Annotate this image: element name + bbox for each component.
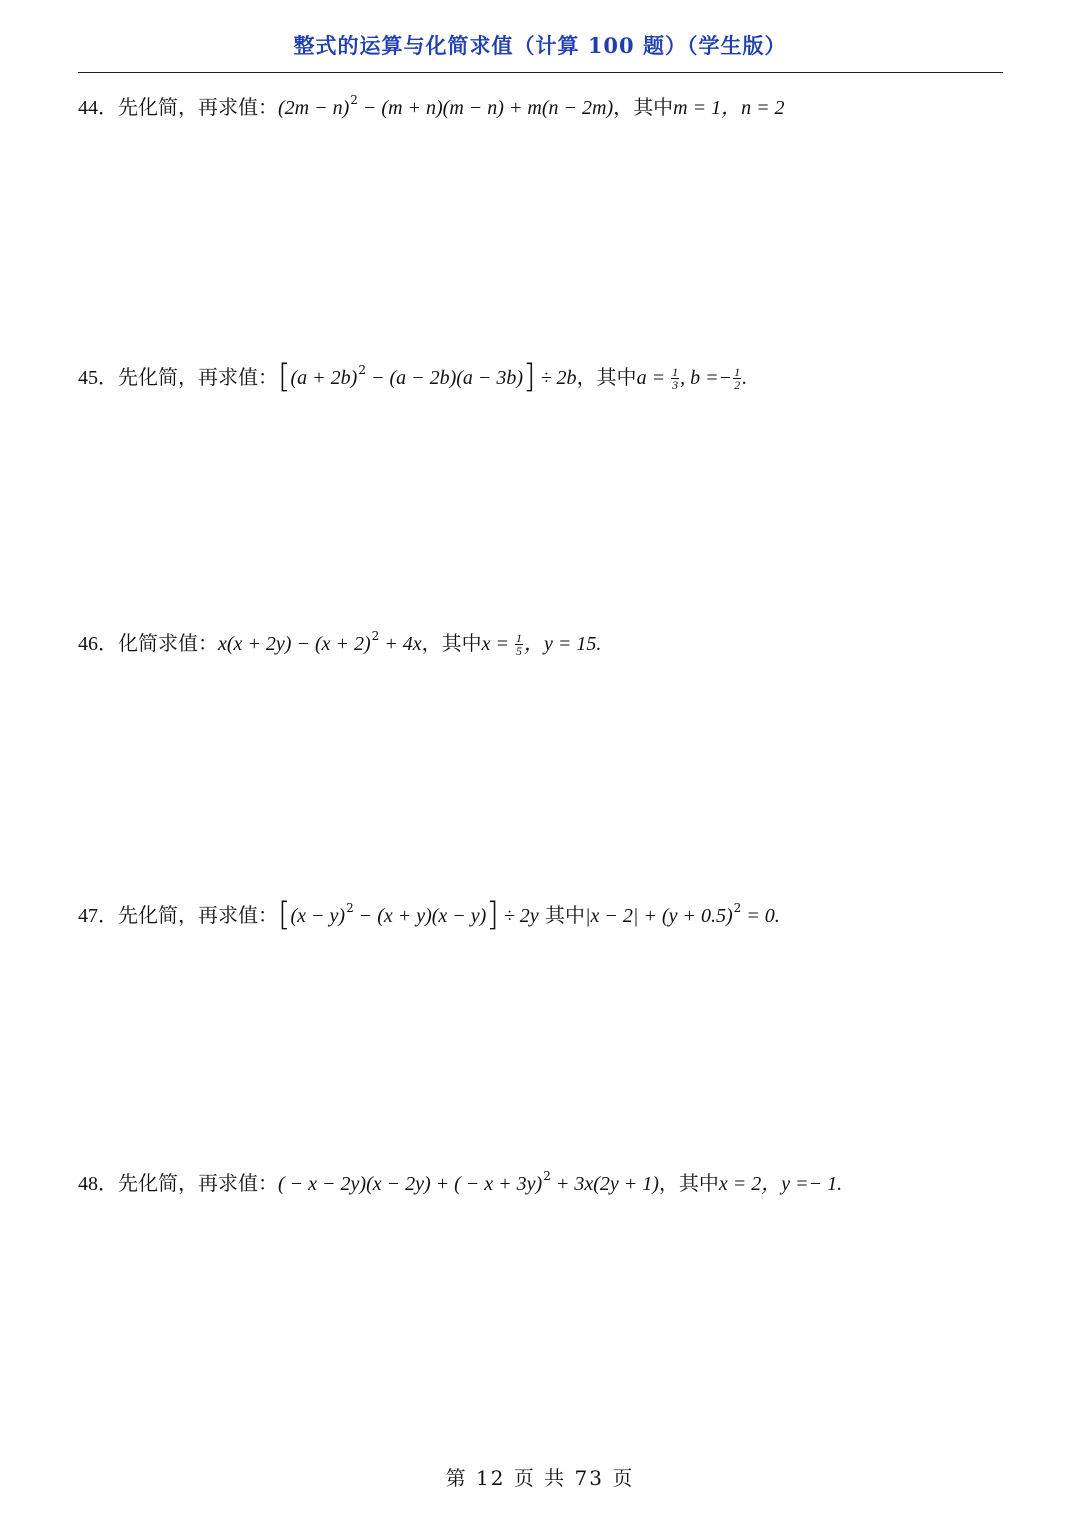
fraction-denominator: 2	[734, 378, 741, 392]
end-period: .	[837, 1173, 843, 1195]
condition-prefix: ，其中	[421, 631, 482, 655]
exponent: 2	[350, 93, 358, 107]
problem-number: 44．	[78, 97, 118, 119]
math-expression-rest: + 4x	[379, 633, 422, 655]
end-period: .	[596, 633, 602, 655]
page-number-footer: 第 12 页 共 73 页	[445, 1466, 635, 1490]
fraction-denominator: 5	[516, 644, 523, 658]
problem-number: 47．	[78, 905, 118, 927]
problem-44	[78, 92, 785, 125]
math-expression: (a + 2b)	[290, 367, 358, 389]
problem-prompt: 先化简，再求值：	[118, 903, 278, 927]
end-period: .	[774, 905, 780, 927]
condition-b: ，y = 15	[524, 633, 597, 655]
math-expression-rest: − (x + y)(x − y)	[353, 905, 487, 927]
problem-prompt: 先化简，再求值：	[118, 1171, 278, 1195]
exponent: 2	[733, 901, 742, 915]
condition-b: , b =−	[680, 367, 733, 389]
condition-prefix: ，其中	[613, 95, 674, 119]
exponent: 2	[543, 1169, 551, 1183]
problem-48	[78, 1168, 842, 1201]
header-divider	[78, 72, 1003, 73]
end-period: .	[742, 367, 748, 389]
condition-prefix: ，其中	[576, 365, 637, 389]
left-bracket: [	[278, 895, 291, 933]
fraction-one-fifth	[515, 632, 523, 657]
math-expression-rest: + 3x(2y + 1)	[550, 1173, 659, 1195]
fraction-one-third	[671, 366, 679, 391]
condition: |x − 2| + (y + 0.5)	[585, 905, 733, 927]
problem-45	[78, 358, 747, 395]
exponent: 2	[371, 629, 380, 643]
condition: m = 1，n = 2	[673, 97, 785, 119]
fraction-numerator: 1	[516, 631, 523, 645]
condition: x = 2，y =− 1	[718, 1173, 838, 1195]
problem-prompt: 先化简，再求值：	[118, 95, 278, 119]
fraction-numerator: 1	[672, 365, 679, 379]
fraction-numerator: 1	[734, 365, 741, 379]
exponent: 2	[346, 901, 354, 915]
problem-47	[78, 896, 780, 933]
math-expression: (2m − n)	[278, 97, 350, 119]
division: ÷ 2b	[535, 367, 577, 389]
right-bracket: ]	[523, 357, 536, 395]
math-expression: (x − y)	[290, 905, 346, 927]
math-expression: x(x + 2y) − (x + 2)	[218, 633, 371, 655]
division: ÷ 2y	[498, 905, 539, 927]
problem-number: 45．	[78, 367, 118, 389]
condition-end: = 0	[741, 905, 775, 927]
exponent: 2	[358, 363, 366, 377]
condition-prefix: ，其中	[658, 1171, 719, 1195]
math-expression-rest: − (a − 2b)(a − 3b)	[365, 367, 524, 389]
left-bracket: [	[278, 357, 291, 395]
condition-a: a =	[636, 367, 671, 389]
math-expression: ( − x − 2y)(x − 2y) + ( − x + 3y)	[278, 1173, 543, 1195]
condition-a: x =	[481, 633, 515, 655]
problem-46	[78, 628, 601, 661]
fraction-denominator: 3	[672, 378, 679, 392]
right-bracket: ]	[486, 895, 499, 933]
page-header-title: 整式的运算与化简求值（计算 100 题）（学生版）	[293, 33, 787, 58]
math-expression-rest: − (m + n)(m − n) + m(n − 2m)	[357, 97, 614, 119]
problem-prompt: 化简求值：	[118, 631, 218, 655]
condition-prefix: 其中	[538, 903, 586, 927]
problem-number: 46．	[78, 633, 118, 655]
problem-number: 48．	[78, 1173, 118, 1195]
problem-prompt: 先化简，再求值：	[118, 365, 278, 389]
fraction-one-half	[733, 366, 741, 391]
